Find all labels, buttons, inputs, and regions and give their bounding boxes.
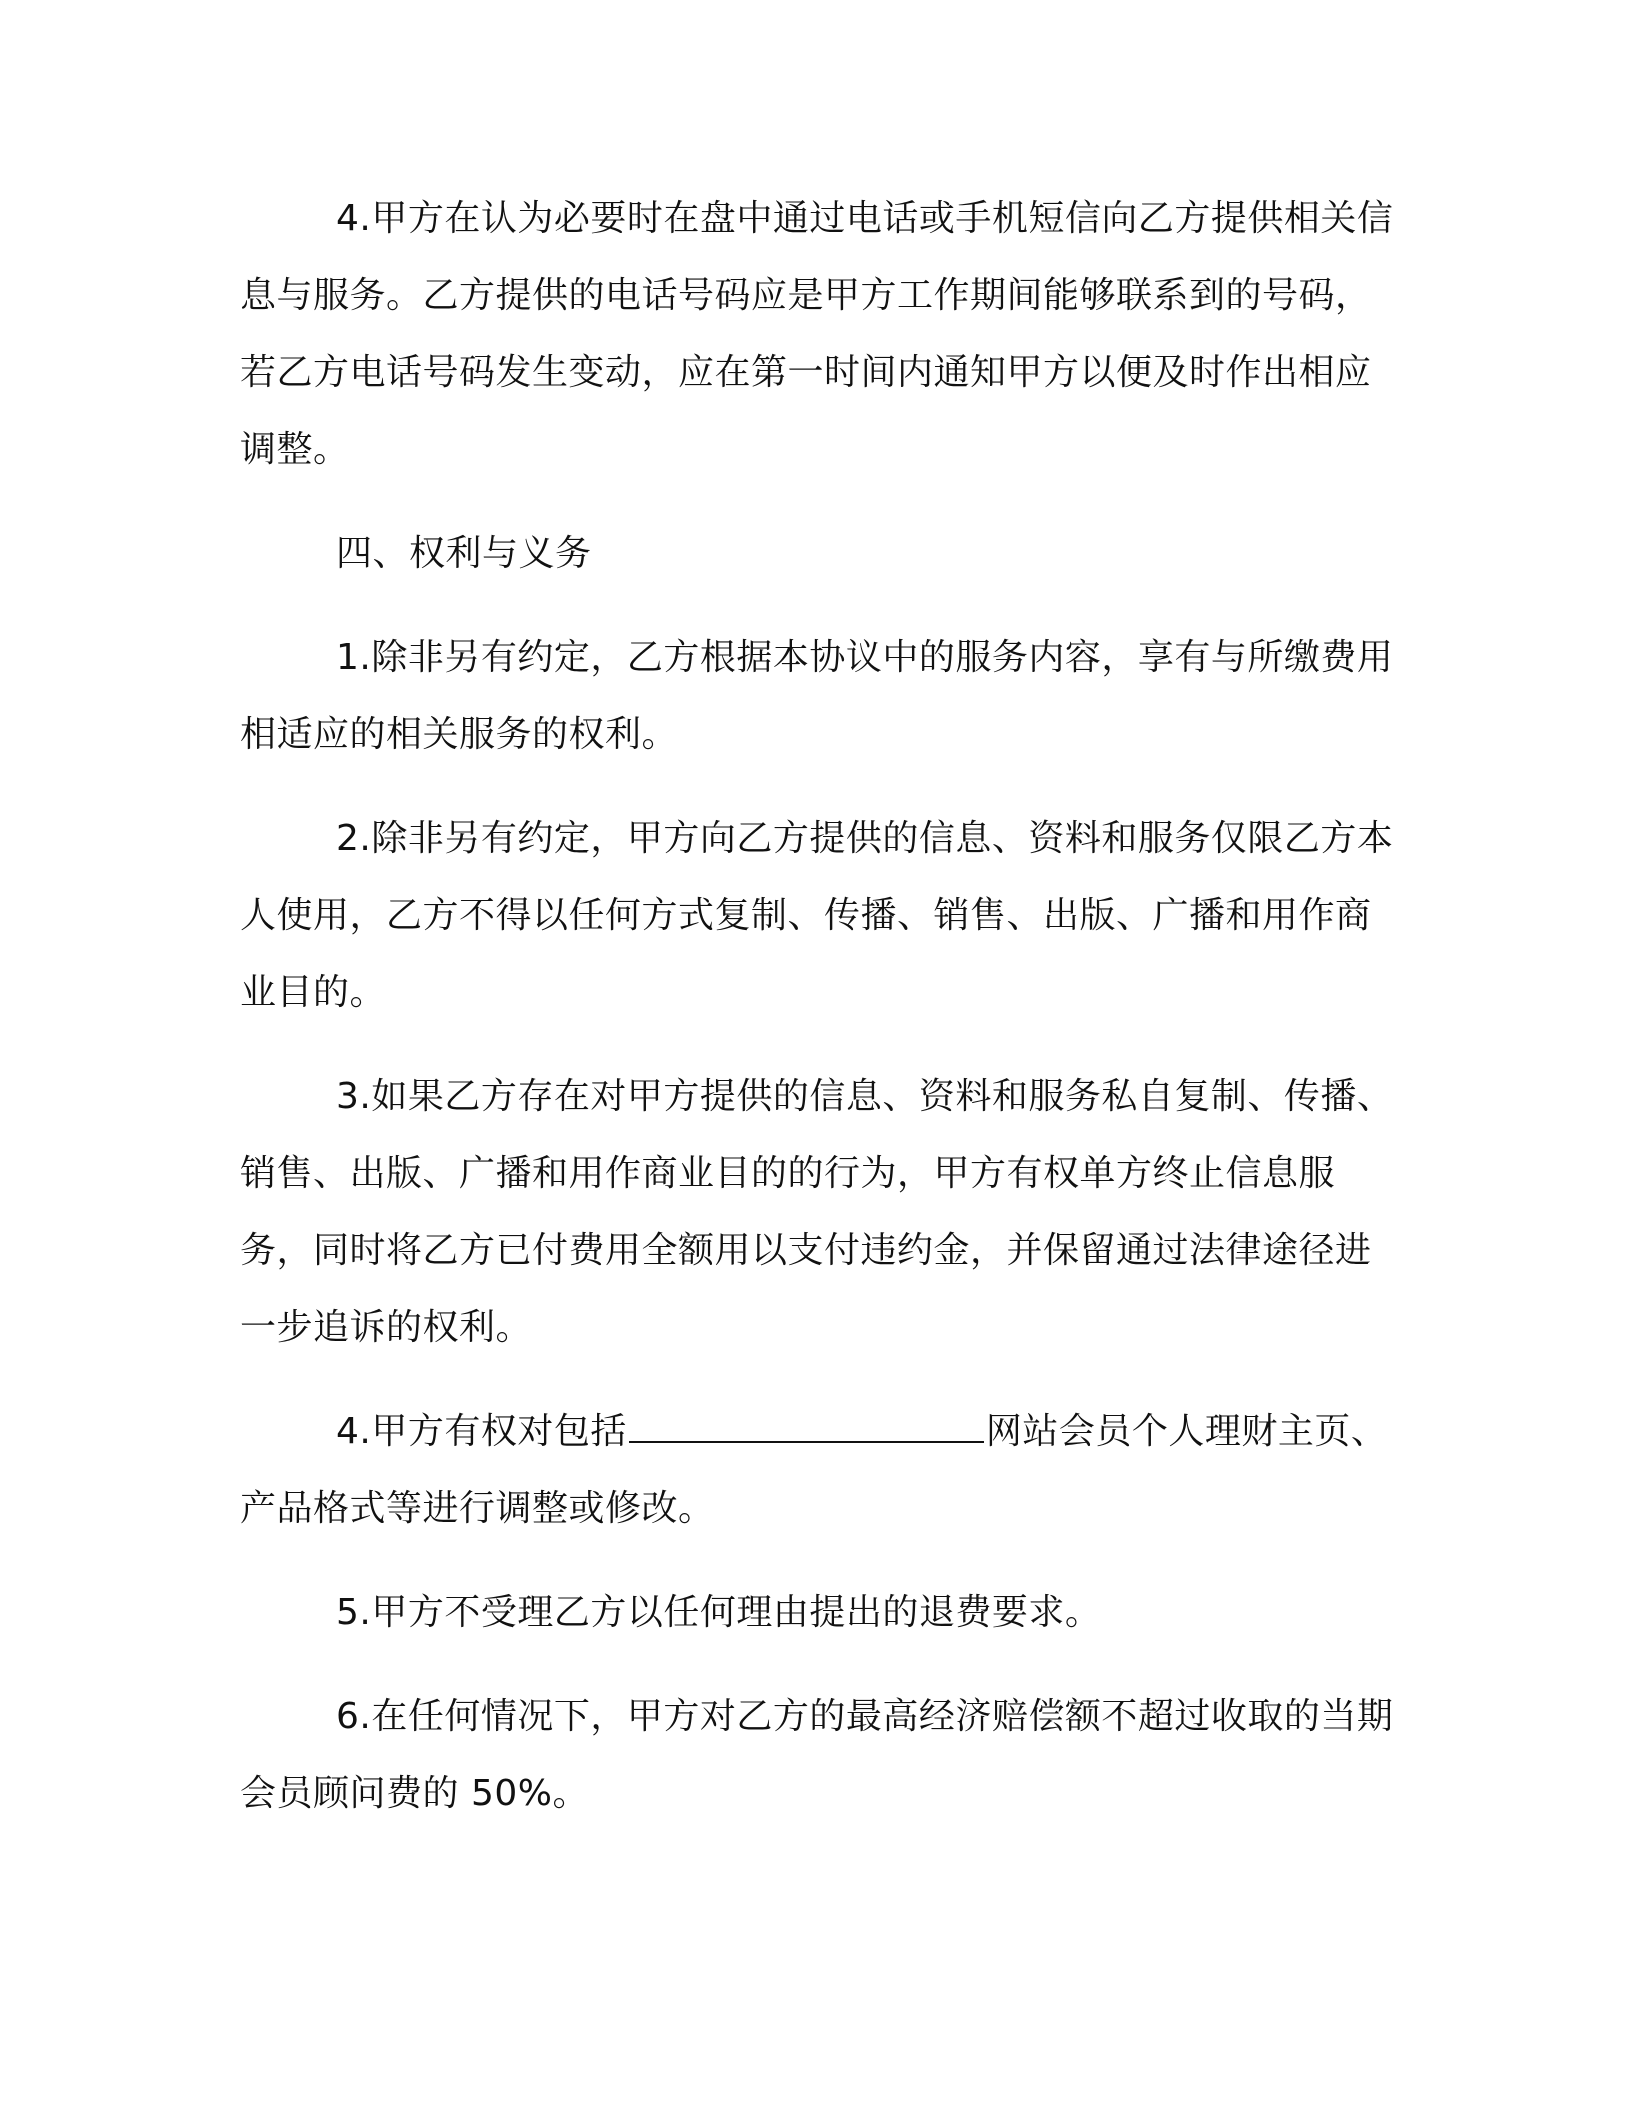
paragraph-rights-6: 6.在任何情况下，甲方对乙方的最高经济赔偿额不超过收取的当期会员顾问费的 50%。: [240, 1696, 1394, 1814]
paragraph-rights-4: [240, 1393, 1400, 1547]
section-heading-rights-obligations: 四、权利与义务: [336, 533, 592, 574]
paragraph-contact-info: 4.甲方在认为必要时在盘中通过电话或手机短信向乙方提供相关信息与服务。乙方提供的电话号码应是甲方工作期间能够联系到的号码，若乙方电话号码发生变动，应在第一时间内通知甲方以便及时作出相应调整。: [240, 198, 1394, 470]
paragraph-rights-4-before: 4.甲方有权对包括: [336, 1411, 627, 1452]
paragraph-rights-4-after: 网站会员个人理财主页、产品格式等进行调整或修改。: [240, 1411, 1388, 1529]
document-body: [240, 180, 1400, 1859]
paragraph-rights-1: 1.除非另有约定，乙方根据本协议中的服务内容，享有与所缴费用相适应的相关服务的权利。: [240, 637, 1394, 755]
paragraph-rights-2: 2.除非另有约定，甲方向乙方提供的信息、资料和服务仅限乙方本人使用，乙方不得以任何方式复制、传播、销售、出版、广播和用作商业目的。: [240, 818, 1394, 1013]
paragraph-rights-5: 5.甲方不受理乙方以任何理由提出的退费要求。: [336, 1592, 1102, 1633]
fill-in-blank: [629, 1411, 984, 1443]
paragraph-rights-3: 3.如果乙方存在对甲方提供的信息、资料和服务私自复制、传播、销售、出版、广播和用作商业目的的行为，甲方有权单方终止信息服务，同时将乙方已付费用全额用以支付违约金，并保留通过法律途径进一步追诉的权利。: [240, 1076, 1394, 1348]
